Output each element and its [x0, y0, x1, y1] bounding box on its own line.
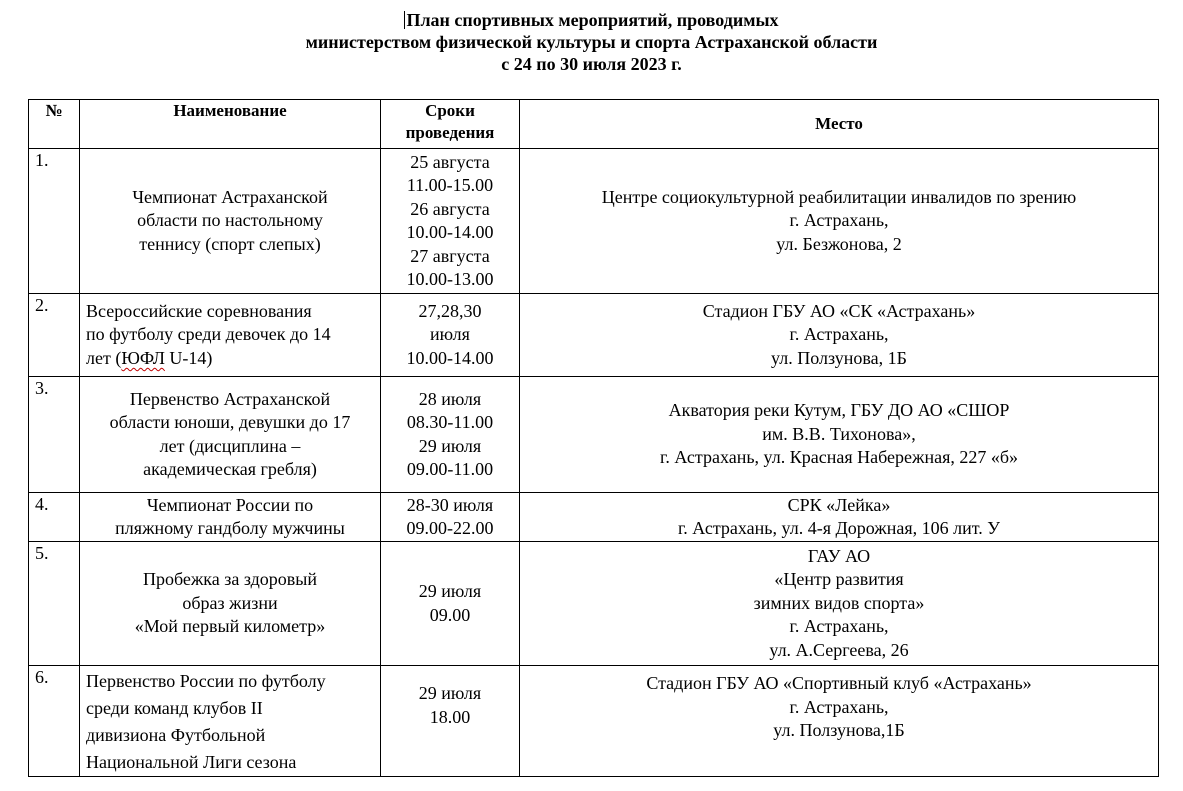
title-line-1: План спортивных мероприятий, проводимых [406, 10, 779, 30]
event-dates: 28 июля 08.30-11.00 29 июля 09.00-11.00 [381, 377, 520, 493]
event-name: Первенство Астраханской области юноши, девушки до 17 лет (дисциплина – академическая гребля) [80, 377, 381, 493]
row-number: 1. [29, 149, 80, 294]
table-row [29, 493, 1159, 542]
event-place: Центре социокультурной реабилитации инвалидов по зрению г. Астрахань, ул. Безжонова, 2 [520, 149, 1159, 294]
table-row [29, 666, 1159, 777]
events-table [28, 99, 1159, 777]
row-number: 2. [29, 294, 80, 377]
row-number: 4. [29, 493, 80, 542]
table-row [29, 377, 1159, 493]
event-dates: 29 июля 09.00 [381, 542, 520, 666]
event-name: Первенство России по футболу среди команд клубов II дивизиона Футбольной Национальной Лиги сезона [80, 666, 381, 777]
event-name: Чемпионат России по пляжному гандболу мужчины [80, 493, 381, 542]
event-name: Чемпионат Астраханской области по настольному теннису (спорт слепых) [80, 149, 381, 294]
header-name: Наименование [80, 100, 381, 149]
event-dates: 27,28,30 июля 10.00-14.00 [381, 294, 520, 377]
event-dates: 29 июля 18.00 [381, 666, 520, 777]
event-place: СРК «Лейка» г. Астрахань, ул. 4-я Дорожная, 106 лит. У [520, 493, 1159, 542]
table-row [29, 542, 1159, 666]
row-number: 6. [29, 666, 80, 777]
event-place: Стадион ГБУ АО «Спортивный клуб «Астрахань» г. Астрахань, ул. Ползунова,1Б [520, 666, 1159, 777]
event-dates: 28-30 июля 09.00-22.00 [381, 493, 520, 542]
event-dates: 25 августа 11.00-15.00 26 августа 10.00-14.00 27 августа 10.00-13.00 [381, 149, 520, 294]
event-place: Акватория реки Кутум, ГБУ ДО АО «СШОР им. В.В. Тихонова», г. Астрахань, ул. Красная Набережная, 227 «б» [520, 377, 1159, 493]
document-title [0, 9, 1183, 75]
event-name: Пробежка за здоровый образ жизни «Мой первый километр» [80, 542, 381, 666]
title-line-2: министерством физической культуры и спорта Астраханской области [305, 32, 878, 52]
table-header-row [29, 100, 1159, 149]
header-dates: Сроки проведения [381, 100, 520, 149]
table-row [29, 149, 1159, 294]
row-number: 3. [29, 377, 80, 493]
row-number: 5. [29, 542, 80, 666]
event-name: Всероссийские соревнования по футболу среди девочек до 14 лет (ЮФЛ U-14) [80, 294, 381, 377]
title-line-3: с 24 по 30 июля 2023 г. [501, 54, 682, 74]
header-number: № [29, 100, 80, 149]
table-row [29, 294, 1159, 377]
event-place: ГАУ АО «Центр развития зимних видов спорта» г. Астрахань, ул. А.Сергеева, 26 [520, 542, 1159, 666]
header-place: Место [520, 100, 1159, 149]
event-place: Стадион ГБУ АО «СК «Астрахань» г. Астрахань, ул. Ползунова, 1Б [520, 294, 1159, 377]
